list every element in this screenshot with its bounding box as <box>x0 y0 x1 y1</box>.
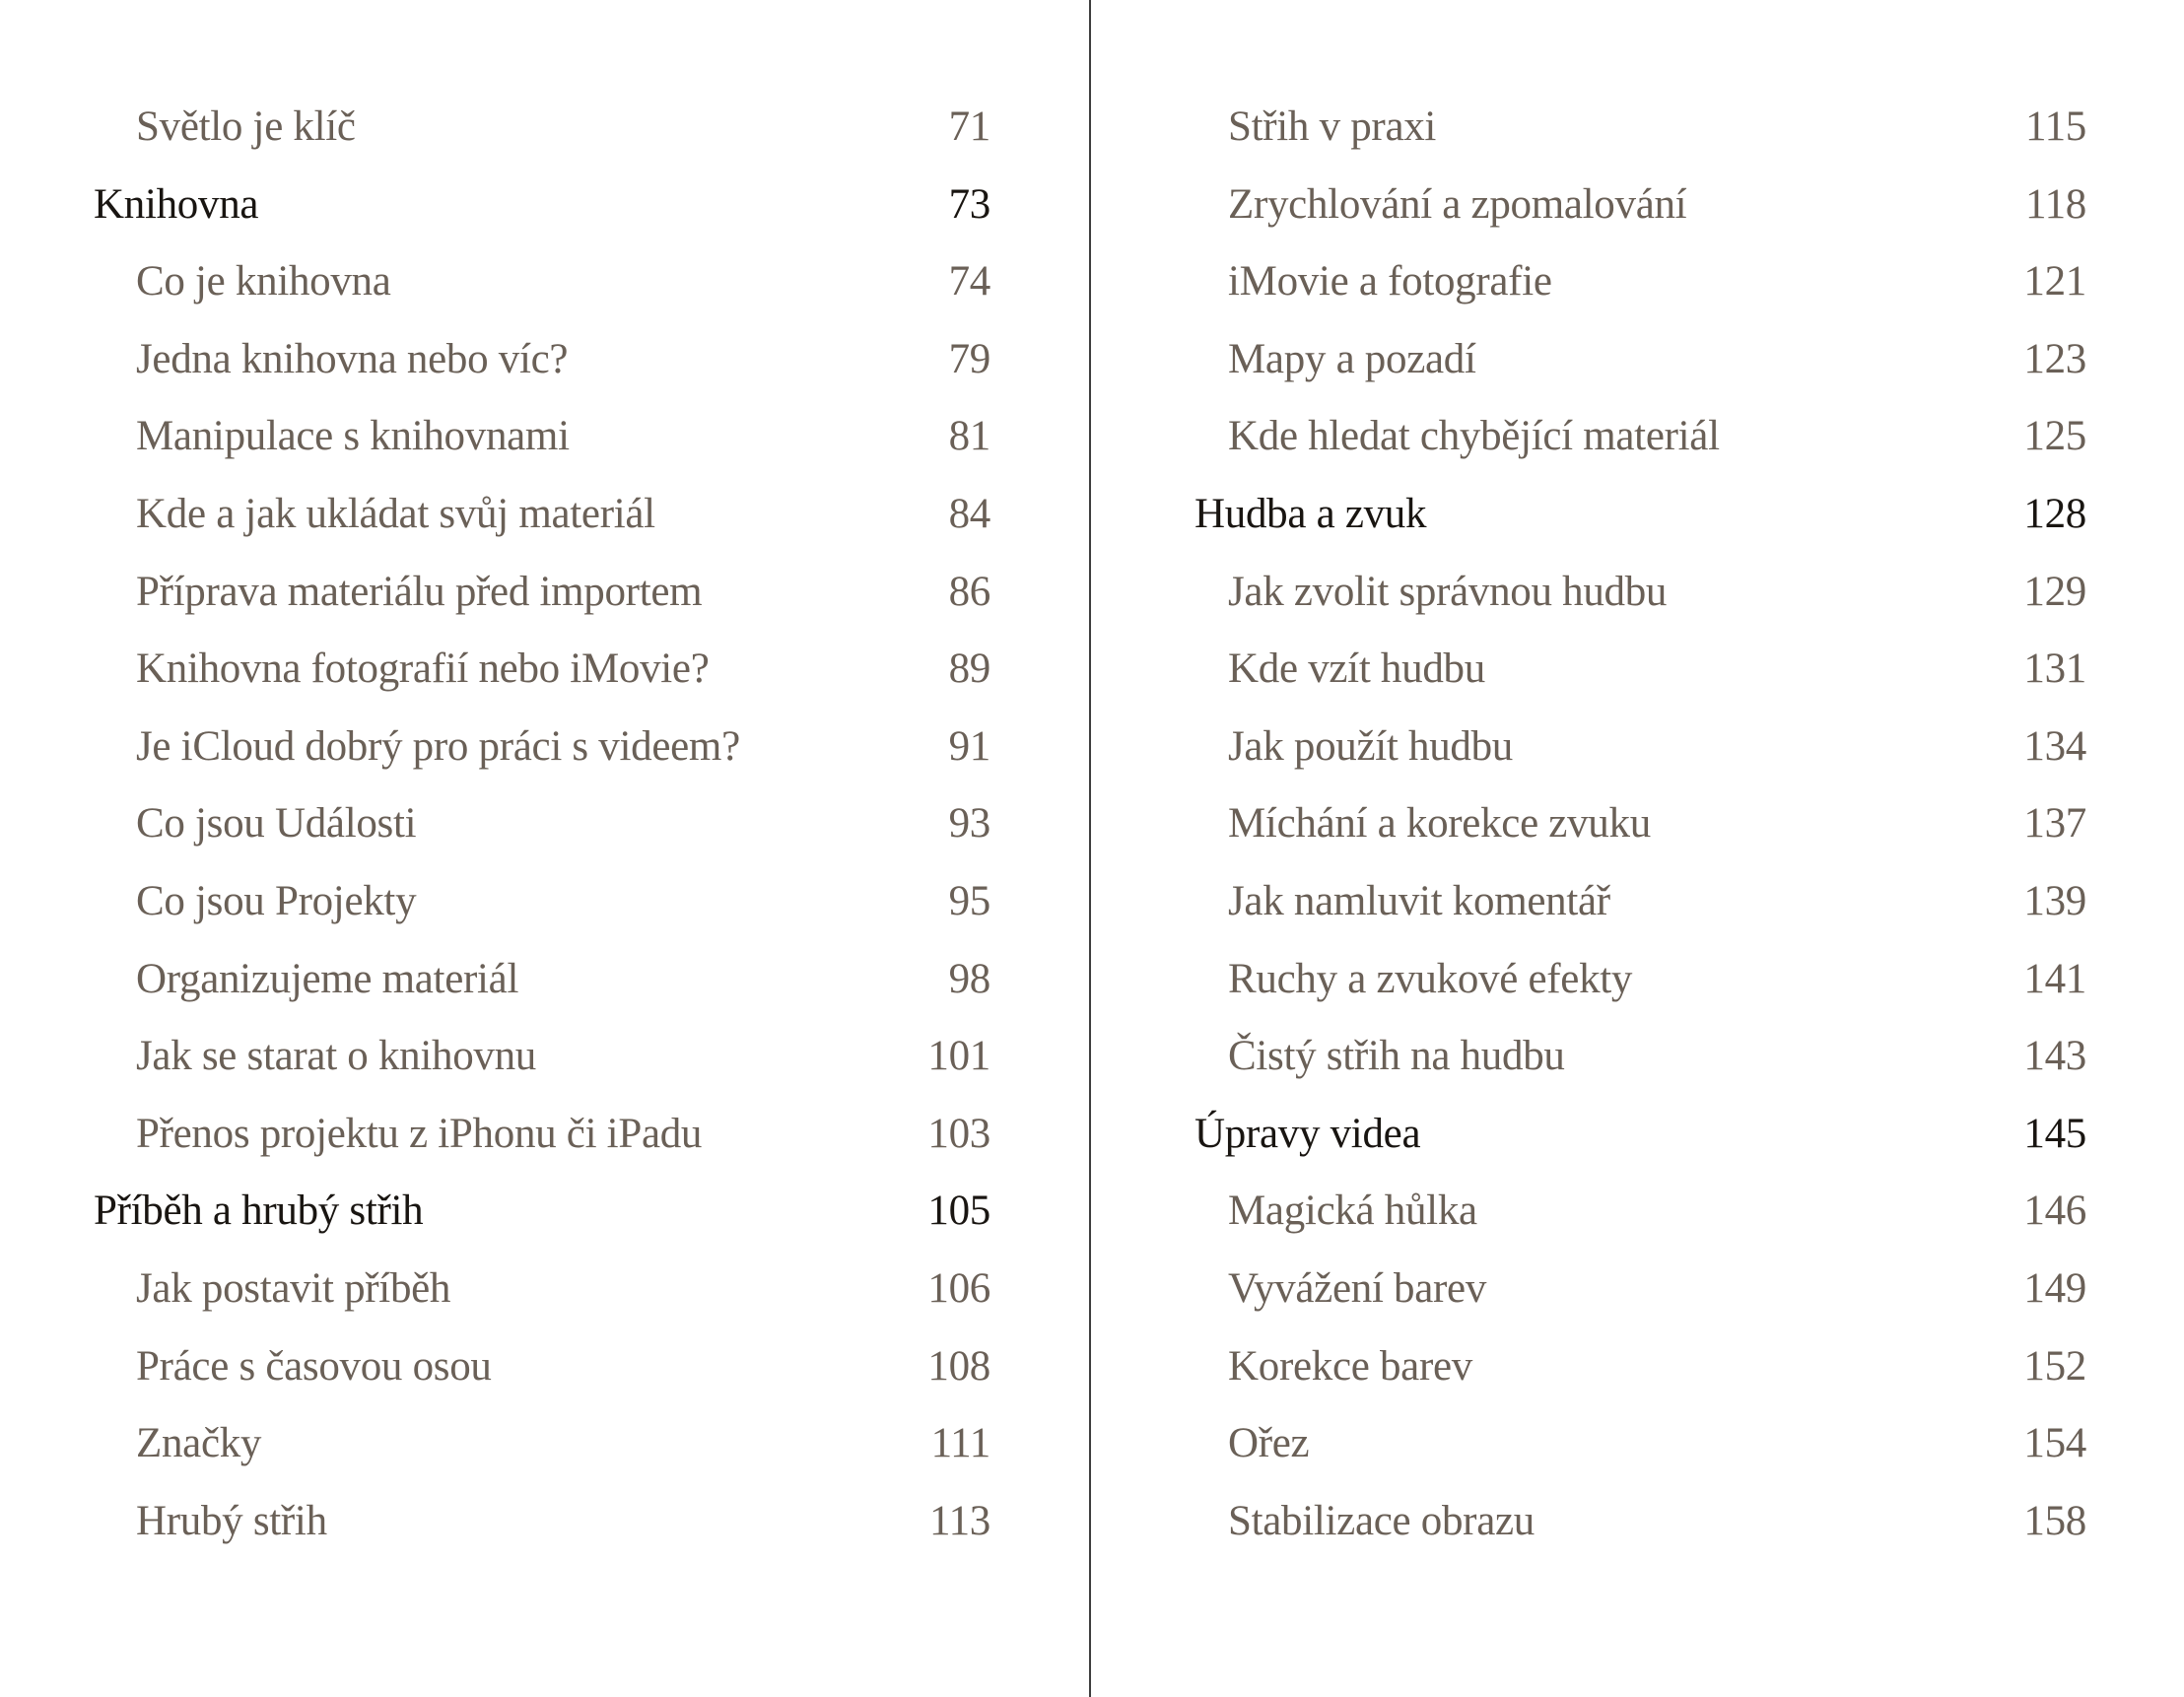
toc-entry-page-number: 98 <box>948 955 990 1002</box>
toc-entry[interactable] <box>1194 875 2086 953</box>
toc-entry-label: Knihovna fotografií nebo iMovie? <box>136 645 710 693</box>
toc-entry[interactable] <box>1194 1340 2086 1418</box>
toc-entry-label: Knihovna <box>94 180 259 228</box>
toc-entry-page-number: 105 <box>927 1188 990 1235</box>
toc-entry-label: Stabilizace obrazu <box>1228 1497 1535 1544</box>
toc-entry-page-number: 95 <box>948 877 990 924</box>
toc-entry-label: Úpravy videa <box>1194 1110 1421 1157</box>
toc-entry-label: Příběh a hrubý střih <box>94 1188 424 1235</box>
toc-entry-page-number: 158 <box>2023 1497 2086 1544</box>
toc-entry-label: Značky <box>136 1420 262 1467</box>
column-divider <box>1089 0 1091 1697</box>
toc-entry-label: Jak namluvit komentář <box>1228 877 1610 924</box>
toc-entry-page-number: 111 <box>930 1420 990 1467</box>
toc-entry-label: Co jsou Události <box>136 800 417 848</box>
toc-entry-page-number: 89 <box>948 645 990 693</box>
toc-entry-page-number: 84 <box>948 490 990 537</box>
toc-column-left <box>94 101 990 1572</box>
toc-entry-page-number: 134 <box>2023 722 2086 770</box>
toc-entry-page-number: 118 <box>2024 180 2086 228</box>
toc-entry-page-number: 113 <box>928 1497 990 1544</box>
toc-entry-label: Vyvážení barev <box>1228 1264 1487 1312</box>
toc-entry[interactable] <box>1194 797 2086 875</box>
toc-entry-page-number: 139 <box>2023 877 2086 924</box>
toc-entry[interactable] <box>1194 1108 2086 1186</box>
toc-entry[interactable] <box>1194 1495 2086 1573</box>
toc-entry-page-number: 115 <box>2024 103 2086 150</box>
toc-entry-label: Organizujeme materiál <box>136 955 519 1002</box>
toc-entry[interactable] <box>94 333 990 411</box>
toc-entry[interactable] <box>94 1340 990 1418</box>
toc-entry-page-number: 73 <box>948 180 990 228</box>
toc-entry-page-number: 108 <box>927 1342 990 1390</box>
toc-entry-page-number: 152 <box>2023 1342 2086 1390</box>
toc-entry[interactable] <box>1194 101 2086 178</box>
toc-entry-page-number: 149 <box>2023 1264 2086 1312</box>
toc-entry-label: Magická hůlka <box>1228 1188 1477 1235</box>
toc-entry[interactable] <box>94 875 990 953</box>
toc-entry-label: Jak zvolit správnou hudbu <box>1228 568 1668 615</box>
toc-entry[interactable] <box>1194 1262 2086 1340</box>
toc-entry-label: Ruchy a zvukové efekty <box>1228 955 1633 1002</box>
toc-entry[interactable] <box>94 178 990 256</box>
toc-entry-label: Jak použít hudbu <box>1228 722 1513 770</box>
toc-entry[interactable] <box>94 720 990 798</box>
toc-entry-page-number: 145 <box>2023 1110 2086 1157</box>
toc-entry[interactable] <box>1194 1417 2086 1495</box>
toc-entry[interactable] <box>94 566 990 644</box>
toc-entry[interactable] <box>94 1262 990 1340</box>
toc-entry[interactable] <box>94 1185 990 1262</box>
toc-entry-page-number: 81 <box>948 413 990 460</box>
toc-entry[interactable] <box>1194 720 2086 798</box>
toc-entry[interactable] <box>94 1030 990 1108</box>
toc-entry-label: Přenos projektu z iPhonu či iPadu <box>136 1110 703 1157</box>
toc-entry-label: iMovie a fotografie <box>1228 258 1552 305</box>
toc-entry-label: Zrychlování a zpomalování <box>1228 180 1687 228</box>
toc-entry[interactable] <box>1194 643 2086 720</box>
toc-entry-page-number: 146 <box>2023 1188 2086 1235</box>
toc-entry-page-number: 93 <box>948 800 990 848</box>
toc-entry-label: Světlo je klíč <box>136 103 356 150</box>
toc-entry[interactable] <box>1194 1030 2086 1108</box>
toc-entry-label: Ořez <box>1228 1420 1310 1467</box>
toc-entry[interactable] <box>1194 488 2086 566</box>
toc-entry[interactable] <box>94 1417 990 1495</box>
toc-entry-page-number: 103 <box>927 1110 990 1157</box>
toc-entry-page-number: 128 <box>2023 490 2086 537</box>
toc-entry-page-number: 121 <box>2023 258 2086 305</box>
toc-entry-page-number: 106 <box>927 1264 990 1312</box>
toc-entry[interactable] <box>1194 1185 2086 1262</box>
toc-entry[interactable] <box>94 410 990 488</box>
toc-entry[interactable] <box>94 255 990 333</box>
toc-entry-label: Práce s časovou osou <box>136 1342 492 1390</box>
toc-entry-label: Jak se starat o knihovnu <box>136 1033 537 1080</box>
toc-entry-label: Jedna knihovna nebo víc? <box>136 335 569 382</box>
toc-entry[interactable] <box>94 101 990 178</box>
toc-entry[interactable] <box>1194 178 2086 256</box>
toc-entry-label: Kde hledat chybějící materiál <box>1228 413 1720 460</box>
toc-entry[interactable] <box>94 953 990 1031</box>
toc-entry[interactable] <box>94 1495 990 1573</box>
toc-column-right <box>1194 101 2086 1572</box>
toc-entry-label: Míchání a korekce zvuku <box>1228 800 1651 848</box>
toc-entry-label: Kde vzít hudbu <box>1228 645 1485 693</box>
toc-entry-page-number: 71 <box>948 103 990 150</box>
toc-entry-label: Co je knihovna <box>136 258 391 305</box>
toc-entry-page-number: 86 <box>948 568 990 615</box>
toc-entry[interactable] <box>94 797 990 875</box>
toc-entry-page-number: 91 <box>948 722 990 770</box>
toc-entry-label: Hrubý střih <box>136 1497 327 1544</box>
toc-entry-label: Hudba a zvuk <box>1194 490 1427 537</box>
toc-entry-label: Příprava materiálu před importem <box>136 568 703 615</box>
toc-entry[interactable] <box>94 488 990 566</box>
toc-entry-page-number: 74 <box>948 258 990 305</box>
toc-entry-page-number: 137 <box>2023 800 2086 848</box>
toc-entry[interactable] <box>1194 333 2086 411</box>
toc-entry[interactable] <box>94 1108 990 1186</box>
toc-entry-label: Střih v praxi <box>1228 103 1437 150</box>
toc-entry[interactable] <box>94 643 990 720</box>
toc-entry-page-number: 101 <box>927 1033 990 1080</box>
toc-entry-page-number: 79 <box>948 335 990 382</box>
toc-entry-page-number: 131 <box>2023 645 2086 693</box>
toc-entry-page-number: 154 <box>2023 1420 2086 1467</box>
toc-entry-label: Korekce barev <box>1228 1342 1472 1390</box>
toc-entry-label: Mapy a pozadí <box>1228 335 1476 382</box>
toc-entry-label: Manipulace s knihovnami <box>136 413 570 460</box>
toc-entry-page-number: 143 <box>2023 1033 2086 1080</box>
toc-entry-page-number: 141 <box>2023 955 2086 1002</box>
toc-entry[interactable] <box>1194 953 2086 1031</box>
toc-entry[interactable] <box>1194 566 2086 644</box>
toc-entry-page-number: 125 <box>2023 413 2086 460</box>
toc-entry-page-number: 123 <box>2023 335 2086 382</box>
toc-entry-label: Co jsou Projekty <box>136 877 417 924</box>
toc-entry-label: Jak postavit příběh <box>136 1264 451 1312</box>
toc-entry-label: Kde a jak ukládat svůj materiál <box>136 490 655 537</box>
toc-entry-page-number: 129 <box>2023 568 2086 615</box>
toc-entry[interactable] <box>1194 255 2086 333</box>
toc-entry-label: Čistý střih na hudbu <box>1228 1033 1565 1080</box>
toc-entry[interactable] <box>1194 410 2086 488</box>
toc-entry-label: Je iCloud dobrý pro práci s videem? <box>136 722 740 770</box>
